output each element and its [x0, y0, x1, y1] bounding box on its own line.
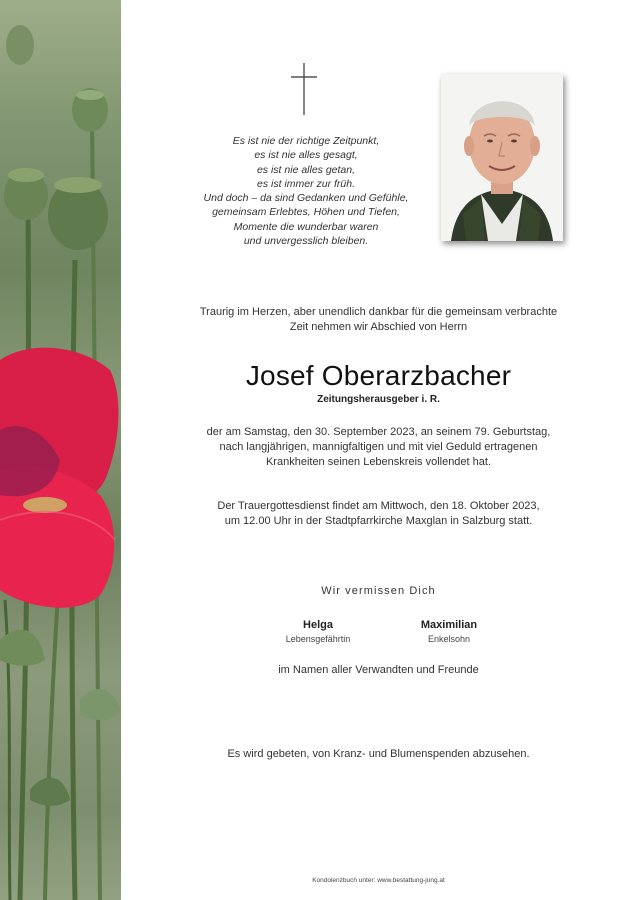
service-line: um 12.00 Uhr in der Stadtpfarrkirche Maxglan in Salzburg statt.: [224, 515, 533, 527]
poppy-illustration: [0, 0, 121, 900]
poppy-image-strip: [0, 0, 121, 900]
service-text: [161, 499, 596, 529]
service-line: Der Trauergottesdienst findet am Mittwoch, den 18. Oktober 2023,: [217, 500, 540, 512]
memorial-poem: [161, 134, 451, 248]
condolence-footer: Kondolenzbuch unter: www.bestattung-jung.at: [312, 877, 445, 884]
poem-line: es ist immer zur früh.: [256, 177, 356, 190]
poem-line: es ist nie alles gesagt,: [254, 149, 358, 162]
poem-line: und unvergesslich bleiben.: [243, 235, 369, 248]
notice-content: [121, 0, 636, 900]
mourner-name: Helga: [303, 619, 333, 631]
mourner: [379, 618, 519, 645]
deceased-name: Josef Oberarzbacher: [245, 360, 512, 391]
poem-line: Und doch – da sind Gedanken und Gefühle,: [203, 192, 409, 205]
portrait-illustration: [441, 74, 563, 241]
relatives-text: im Namen aller Verwandten und Freunde: [278, 664, 479, 676]
bio-text: [161, 425, 596, 470]
bio-line: Krankheiten seinen Lebenskreis vollendet hat.: [265, 456, 492, 468]
miss-text: Wir vermissen Dich: [321, 585, 436, 597]
donations-note: Es wird gebeten, von Kranz- und Blumenspenden abzusehen.: [227, 748, 530, 760]
intro-line: Zeit nehmen wir Abschied von Herrn: [289, 321, 468, 333]
mourner-name: Maximilian: [420, 619, 478, 631]
portrait-photo: [441, 74, 563, 241]
cross-icon: [289, 63, 319, 115]
bio-line: der am Samstag, den 30. September 2023, an seinem 79. Geburtstag,: [206, 426, 551, 438]
poem-line: gemeinsam Erlebtes, Höhen und Tiefen,: [212, 206, 400, 219]
poem-line: Es ist nie der richtige Zeitpunkt,: [232, 135, 380, 147]
bio-line: nach langjährigen, mannigfaltigen und mit viel Geduld ertragenen: [219, 441, 538, 453]
poem-line: Momente die wunderbar waren: [233, 220, 379, 233]
mourner: [248, 618, 388, 645]
deceased-title: Zeitungsherausgeber i. R.: [317, 394, 440, 405]
mourner-relation: Lebensgefährtin: [285, 634, 351, 644]
mourner-relation: Enkelsohn: [427, 634, 471, 644]
poem-line: es ist nie alles getan,: [256, 163, 356, 176]
intro-line: Traurig im Herzen, aber unendlich dankbar für die gemeinsam verbrachte: [199, 306, 558, 318]
intro-text: [161, 305, 596, 335]
